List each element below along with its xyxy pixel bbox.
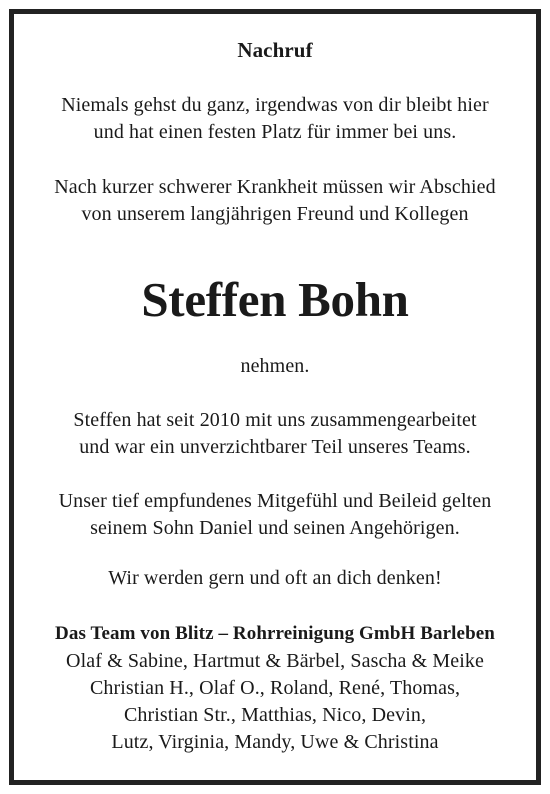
verse-line: Niemals gehst du ganz, irgendwas von dir bleibt hier (61, 94, 489, 116)
signature-names-line: Olaf & Sabine, Hartmut & Bärbel, Sascha & Meike (66, 650, 484, 672)
signature-names-line: Lutz, Virginia, Mandy, Uwe & Christina (111, 731, 439, 753)
verse-line: und hat einen festen Platz für immer bei uns. (93, 121, 457, 143)
signature-names-line: Christian H., Olaf O., Roland, René, Thomas, (89, 677, 461, 699)
intro-line: Nach kurzer schwerer Krankheit müssen wir Abschied (54, 176, 496, 198)
after-name-text: nehmen. (240, 355, 310, 377)
notice-heading: Nachruf (237, 38, 313, 62)
deceased-name: Steffen Bohn (141, 272, 409, 327)
tribute-line: und war ein unverzichtbarer Teil unseres Teams. (79, 436, 471, 458)
signature-company: Das Team von Blitz – Rohrreinigung GmbH Barleben (55, 623, 495, 644)
tribute-line: Steffen hat seit 2010 mit uns zusammengearbeitet (73, 409, 477, 431)
intro-line: von unserem langjährigen Freund und Kollegen (81, 203, 469, 225)
condolence-line: Unser tief empfundenes Mitgefühl und Beileid gelten (58, 490, 492, 512)
signature-names-line: Christian Str., Matthias, Nico, Devin, (123, 704, 427, 726)
condolence-line: seinem Sohn Daniel und seinen Angehörigen. (90, 517, 460, 539)
closing-line: Wir werden gern und oft an dich denken! (108, 567, 442, 589)
